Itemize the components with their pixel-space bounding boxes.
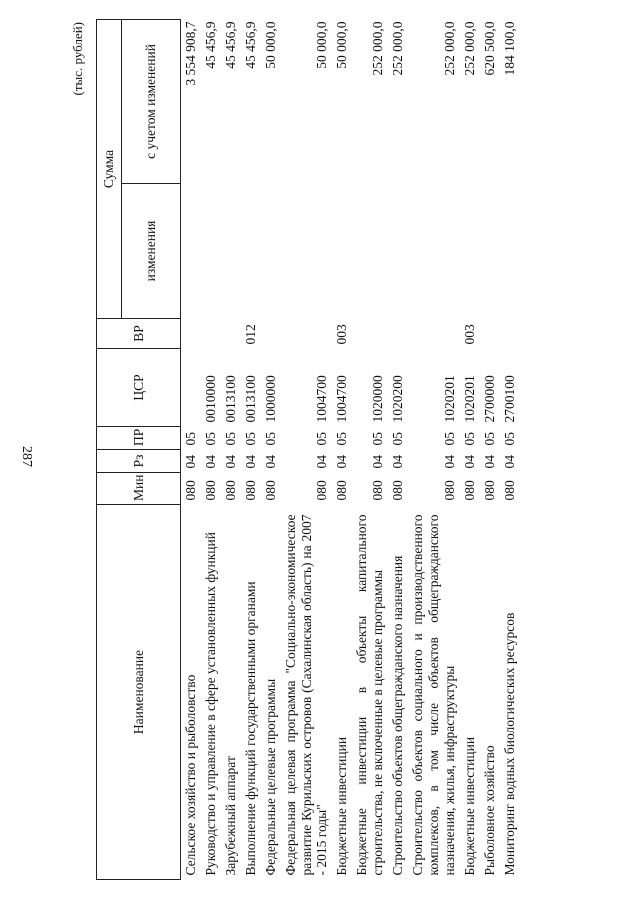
table-row [460,19,480,879]
row-rz: 04 [441,455,457,469]
row-total: 252 000,0 [441,21,457,76]
row-rz: 04 [334,455,350,469]
table-row [281,19,333,879]
row-changes [332,184,352,319]
row-min: 080 [370,480,386,501]
table-row [352,19,388,879]
row-csr: 0010000 [202,375,218,423]
row-changes [388,184,408,319]
page-number: 287 [19,446,34,467]
row-csr: 0013100 [222,375,238,423]
row-vr: 012 [242,324,258,345]
row-pr: 05 [314,432,330,446]
row-name: Строительство объектов социального и производственного комплексов, в том числе объектов общегражданского назначения, жилья, инфраструктуры [410,514,457,876]
row-rz: 04 [461,455,477,469]
row-pr: 05 [370,432,386,446]
row-name: Бюджетные инвестиции [461,736,477,876]
row-vr [281,319,333,349]
table-row [408,19,460,879]
row-min: 080 [222,480,238,501]
row-vr: 003 [334,324,350,345]
row-rz: 04 [481,455,497,469]
row-changes [352,184,388,319]
row-csr: 1020201 [441,375,457,423]
row-pr: 05 [222,432,238,446]
row-total: 252 000,0 [390,21,406,76]
row-min: 080 [501,480,517,501]
row-rz: 04 [262,455,278,469]
budget-table [96,19,520,880]
row-vr [352,319,388,349]
row-rz: 04 [370,455,386,469]
row-vr [181,319,201,349]
row-rz: 04 [183,455,198,469]
row-changes [460,184,480,319]
row-name: Руководство и управление в сфере установленных функций [202,532,218,876]
row-name: Бюджетные инвестиции [334,736,350,876]
row-pr: 05 [202,432,218,446]
row-min: 080 [314,480,330,501]
row-changes [201,184,221,319]
row-vr [388,319,408,349]
row-name: Зарубежный аппарат [222,756,238,876]
row-changes [221,184,241,319]
row-changes [281,184,333,319]
table-row [261,19,281,879]
row-csr: 1004700 [314,375,330,423]
row-total: 252 000,0 [370,21,386,76]
header-rz: Рз [97,450,181,473]
row-rz: 04 [314,455,330,469]
header-name: Наименование [97,505,181,880]
row-vr: 003 [461,324,477,345]
row-name: Рыболовное хозяйство [481,745,497,876]
row-rz: 04 [202,455,218,469]
row-changes [261,184,281,319]
row-min: 080 [262,480,278,501]
row-changes [480,184,500,319]
row-name: Федеральные целевые программы [262,678,278,876]
table-row [181,19,201,879]
row-pr: 05 [481,432,497,446]
row-csr: 1000000 [262,375,278,423]
row-rz: 04 [242,455,258,469]
row-total: 50 000,0 [262,21,278,69]
header-min: Мин [97,473,181,505]
row-min: 080 [183,480,198,501]
row-vr [408,319,460,349]
table-row [388,19,408,879]
row-vr [480,319,500,349]
row-vr [221,319,241,349]
header-vr: ВР [97,319,181,349]
row-pr: 05 [441,432,457,446]
header-sum: Сумма [97,19,122,318]
row-total: 45 456,9 [202,21,218,69]
row-total: 45 456,9 [222,21,238,69]
header-changes: изменения [122,184,181,319]
row-changes [500,184,520,319]
row-pr: 05 [390,432,406,446]
row-name: Строительство объектов общегражданского назначения [390,555,406,876]
row-total: 184 100,0 [501,21,517,76]
table-row [500,19,520,879]
table-row [201,19,221,879]
row-total: 3 554 908,7 [183,21,198,86]
row-min: 080 [242,480,258,501]
table-row [221,19,241,879]
row-total: 252 000,0 [461,21,477,76]
row-csr: 1004700 [334,375,350,423]
row-rz: 04 [501,455,517,469]
row-min: 080 [334,480,350,501]
row-csr: 1020201 [461,375,477,423]
row-changes [408,184,460,319]
row-rz: 04 [390,455,406,469]
row-changes [241,184,261,319]
header-pr: ПР [97,427,181,450]
row-vr [261,319,281,349]
row-total: 620 500,0 [481,21,497,76]
row-csr: 0013100 [242,375,258,423]
table-row [480,19,500,879]
row-pr: 05 [262,432,278,446]
row-pr: 05 [242,432,258,446]
row-total: 50 000,0 [314,21,330,69]
row-pr: 05 [461,432,477,446]
row-csr [181,349,201,427]
row-changes [181,184,201,319]
row-vr [201,319,221,349]
row-min: 080 [390,480,406,501]
row-min: 080 [202,480,218,501]
row-min: 080 [461,480,477,501]
row-vr [500,319,520,349]
header-with-changes: с учетом изменений [122,19,181,183]
row-name: Мониторинг водных биологических ресурсов [501,612,517,876]
row-min: 080 [441,480,457,501]
row-name: Федеральная целевая программа "Социально-экономическое развитие Курильских островов (Сахалинская область) на 2007 - 2015 годы" [282,514,330,876]
row-pr: 05 [183,432,198,446]
row-csr: 2700100 [501,375,517,423]
unit-note: (тыс. рублей) [70,22,85,96]
row-pr: 05 [501,432,517,446]
row-total: 45 456,9 [242,21,258,69]
row-name: Сельское хозяйство и рыболовство [183,674,198,876]
row-name: Выполнение функций государственными органами [242,581,258,876]
row-pr: 05 [334,432,350,446]
row-name: Бюджетные инвестиции в объекты капитального строительства, не включенные в целевые программы [354,514,386,876]
row-min: 080 [481,480,497,501]
row-rz: 04 [222,455,238,469]
header-csr: ЦСР [97,349,181,427]
row-total: 50 000,0 [334,21,350,69]
table-row [332,19,352,879]
row-csr: 1020000 [370,375,386,423]
row-csr: 1020200 [390,375,406,423]
row-csr: 2700000 [481,375,497,423]
rotated-page [70,20,576,880]
table-row [241,19,261,879]
